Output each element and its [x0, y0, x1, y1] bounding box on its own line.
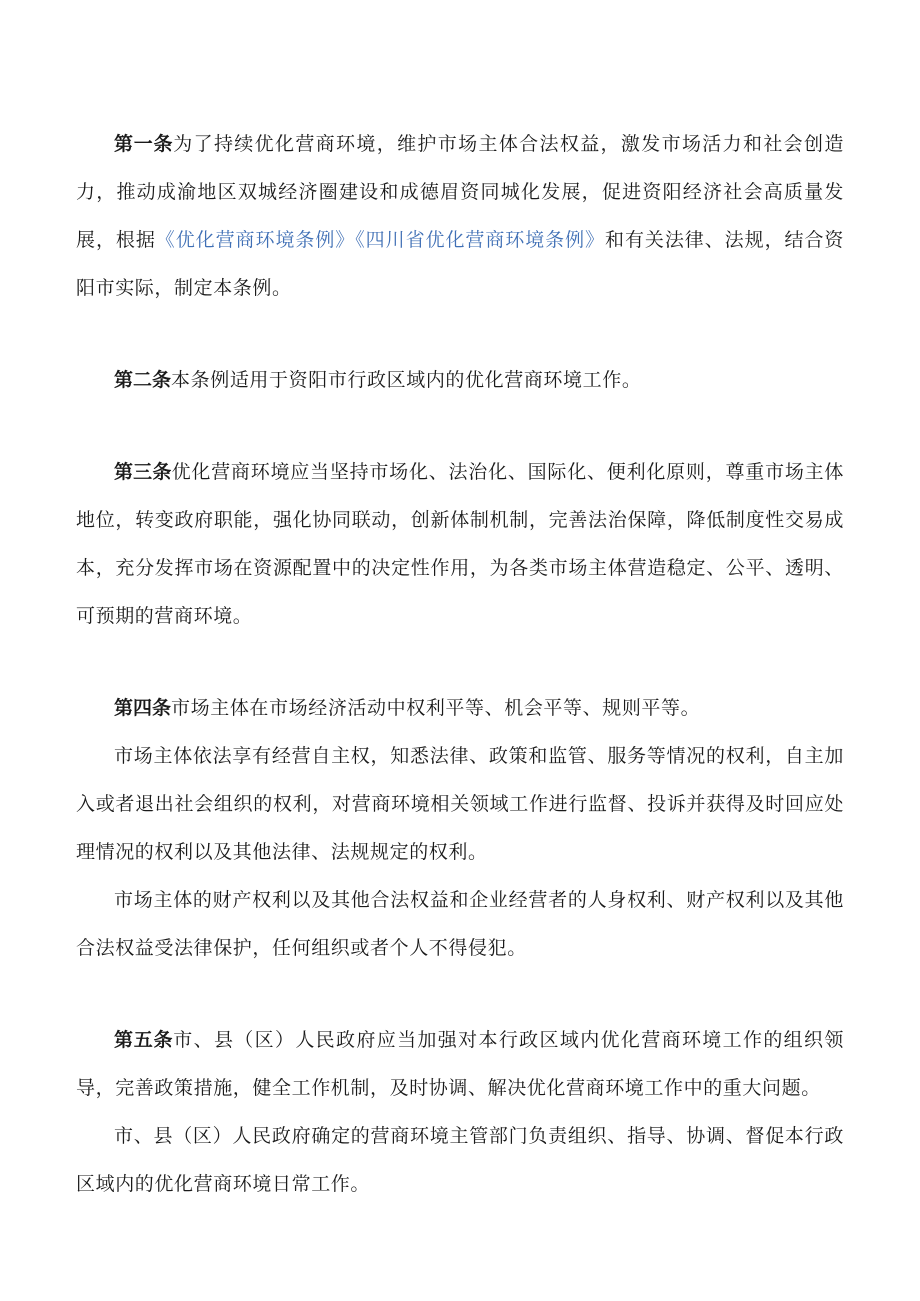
article-3-paragraph	[76, 448, 844, 640]
article-4-paragraph-1	[76, 684, 844, 732]
article-2-paragraph	[76, 356, 844, 404]
article-2	[76, 356, 844, 404]
article-5-paragraph-2: 市、县（区）人民政府确定的营商环境主管部门负责组织、指导、协调、督促本行政区域内的优化营商环境日常工作。	[76, 1125, 844, 1195]
article-1-text-part-2: 和有关法律、法规，结合资阳市实际，制定本条例。	[76, 229, 844, 299]
law-reference-sichuan[interactable]: 《四川省优化营商环境条例》	[355, 229, 606, 251]
article-4-text-1: 市场主体在市场经济活动中权利平等、机会平等、规则平等。	[171, 697, 701, 719]
article-2-heading: 第二条	[114, 369, 172, 391]
article-1-text-part-1: 为了持续优化营商环境，维护市场主体合法权益，激发市场活力和社会创造力，推动成渝地区双城经济圈建设和成德眉资同城化发展，促进资阳经济社会高质量发展，根据	[76, 133, 844, 251]
article-5-text-1: 市、县（区）人民政府应当加强对本行政区域内优化营商环境工作的组织领导，完善政策措施，健全工作机制，及时协调、解决优化营商环境工作中的重大问题。	[76, 1029, 844, 1099]
article-3-text: 优化营商环境应当坚持市场化、法治化、国际化、便利化原则，尊重市场主体地位，转变政府职能，强化协同联动，创新体制机制，完善法治保障，降低制度性交易成本，充分发挥市场在资源配置中的决定性作用，为各类市场主体营造稳定、公平、透明、可预期的营商环境。	[76, 461, 844, 627]
article-5-heading: 第五条	[114, 1029, 174, 1051]
article-2-text: 本条例适用于资阳市行政区域内的优化营商环境工作。	[171, 369, 642, 391]
article-3-heading: 第三条	[114, 461, 172, 483]
law-reference-national[interactable]: 《优化营商环境条例》	[155, 229, 356, 251]
article-4-heading: 第四条	[114, 697, 172, 719]
article-4-paragraph-3: 市场主体的财产权利以及其他合法权益和企业经营者的人身权利、财产权利以及其他合法权益受法律保护，任何组织或者个人不得侵犯。	[76, 889, 844, 959]
article-1-heading: 第一条	[114, 133, 174, 155]
article-4-paragraph-2: 市场主体依法享有经营自主权，知悉法律、政策和监管、服务等情况的权利，自主加入或者退出社会组织的权利，对营商环境相关领域工作进行监督、投诉并获得及时回应处理情况的权利以及其他法律、法规规定的权利。	[76, 745, 844, 863]
article-5-paragraph-1	[76, 1016, 844, 1112]
article-3	[76, 448, 844, 640]
article-5	[76, 1016, 844, 1208]
article-1	[76, 120, 844, 312]
article-4	[76, 684, 844, 972]
article-1-paragraph	[76, 120, 844, 312]
